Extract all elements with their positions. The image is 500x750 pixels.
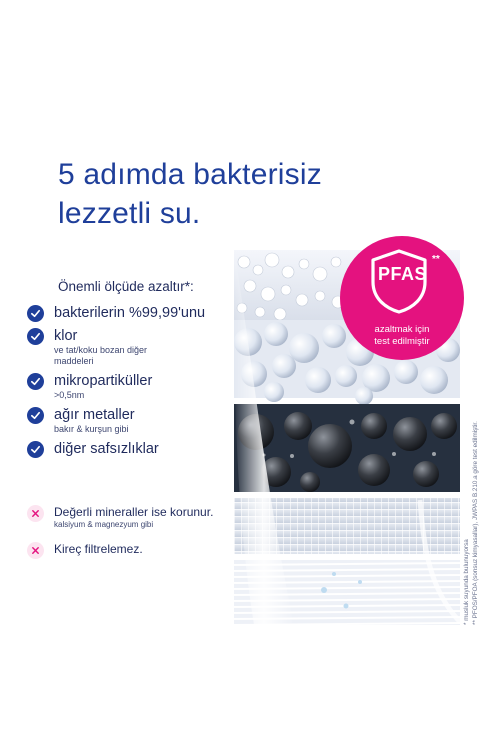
check-circle-icon: [27, 328, 44, 345]
check-circle-icon: [27, 305, 44, 322]
feature-title: bakterilerin %99,99'unu: [54, 305, 206, 321]
footnote-2: ** PFOS/PFOA (sonsuz kimyasallar), JWPAS B.210.a göre test edilmiştir.: [472, 421, 479, 625]
feature-title: klor: [54, 328, 78, 344]
intro-text: Önemli ölçüde azaltır*:: [58, 279, 194, 294]
pfas-caption: [348, 324, 456, 348]
headline-line-2: lezzetli su.: [58, 197, 201, 230]
notes-list: [27, 505, 267, 569]
pfas-stars: **: [432, 254, 440, 265]
feature-title: ağır metaller: [54, 407, 135, 423]
feature-item-microparticles: [27, 372, 237, 401]
feature-item-bacteria: [27, 304, 237, 322]
note-title: Kireç filtrelemez.: [54, 542, 143, 556]
headline-line-1: 5 adımda bakterisiz: [58, 158, 322, 191]
feature-item-impurities: [27, 440, 237, 458]
pfas-caption-line-1: azaltmak için: [374, 324, 430, 335]
x-circle-icon: [27, 505, 44, 522]
feature-title: mikropartiküller: [54, 373, 153, 389]
footnote-1: * musluk suyunda bulunuyorsa: [463, 539, 470, 625]
feature-item-heavy-metals: [27, 406, 237, 435]
pfas-badge: [340, 236, 464, 360]
feature-title: diğer safsızlıklar: [54, 441, 159, 457]
check-circle-icon: [27, 373, 44, 390]
note-minerals: [27, 505, 267, 530]
note-subtitle: kalsiyum & magnezyum gibi: [54, 520, 154, 529]
check-circle-icon: [27, 407, 44, 424]
footnotes: [462, 290, 500, 625]
note-limescale: [27, 542, 267, 557]
feature-list: [27, 304, 237, 463]
note-title: Değerli mineraller ise korunur.: [54, 505, 214, 519]
feature-subtitle: >0,5nm: [54, 390, 85, 400]
x-circle-icon: [27, 542, 44, 559]
headline: [58, 155, 378, 233]
feature-subtitle: bakır & kurşun gibi: [54, 424, 129, 434]
check-circle-icon: [27, 441, 44, 458]
pfas-caption-line-2: test edilmiştir: [374, 336, 430, 347]
feature-item-chlorine: [27, 327, 237, 367]
feature-subtitle: ve tat/koku bozan diğer maddeleri: [54, 345, 148, 366]
pfas-label: PFAS: [377, 264, 427, 284]
